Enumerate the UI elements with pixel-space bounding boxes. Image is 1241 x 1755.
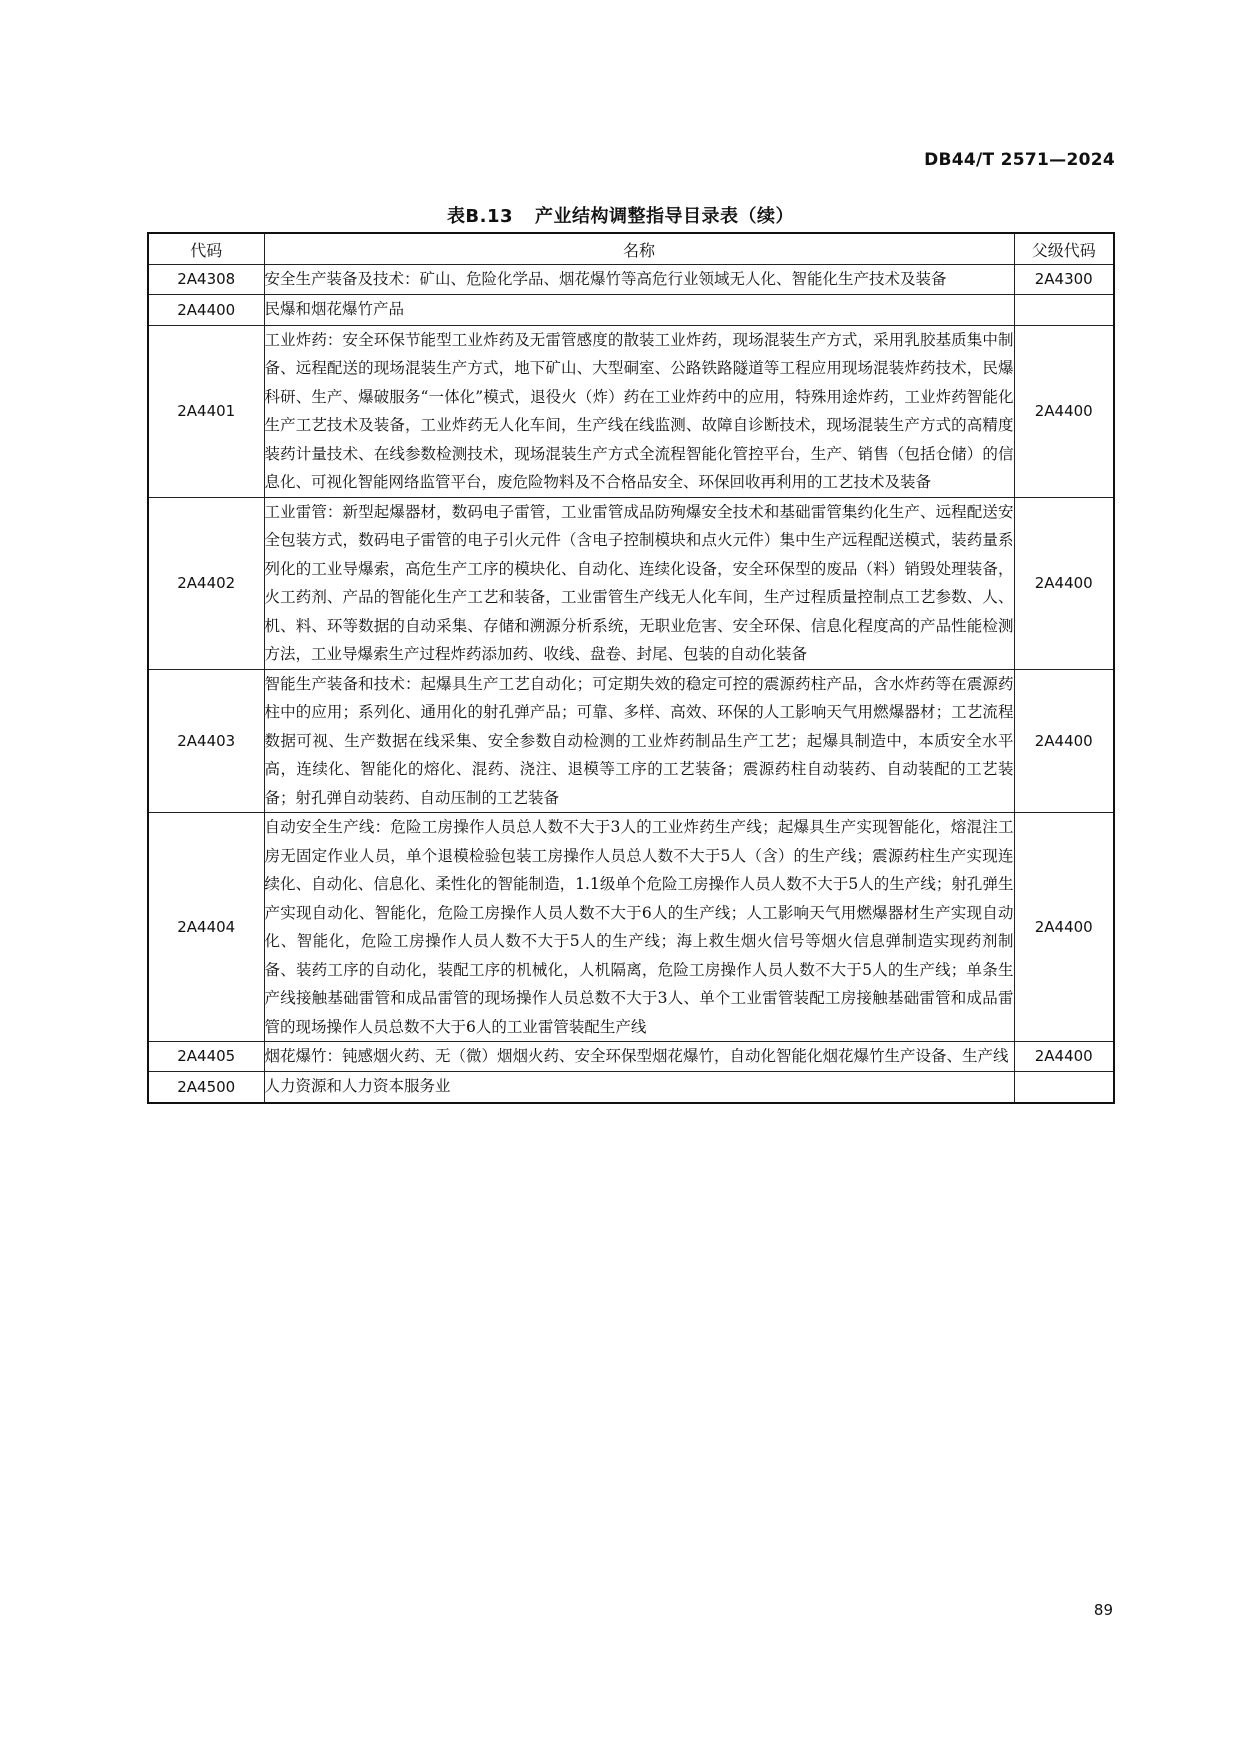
row-name: 民爆和烟花爆竹产品 [264, 294, 1014, 325]
row-name: 人力资源和人力资本服务业 [264, 1071, 1014, 1103]
row-name: 工业雷管：新型起爆器材，数码电子雷管，工业雷管成品防殉爆安全技术和基础雷管集约化生产、远程配送安全包装方式，数码电子雷管的电子引火元件（含电子控制模块和点火元件）集中生产远程配送模式，装药量系列化的工业导爆索，高危生产工序的模块化、自动化、连续化设备，安全环保型的废品（料）销毁处理装备，火工药剂、产品的智能化生产工艺和装备，工业雷管生产线无人化车间，生产过程质量控制点工艺参数、人、机、料、环等数据的自动采集、存储和溯源分析系统，无职业危害、安全环保、信息化程度高的产品性能检测方法，工业导爆索生产过程炸药添加药、收线、盘卷、封尾、包装的自动化装备 [264, 497, 1014, 669]
table-row [148, 325, 1114, 497]
table-header-row [148, 233, 1114, 265]
row-code: 2A4405 [148, 1042, 264, 1072]
column-header-name: 名称 [264, 233, 1014, 265]
row-code: 2A4308 [148, 265, 264, 295]
table-row [148, 669, 1114, 813]
row-code: 2A4400 [148, 294, 264, 325]
table-row [148, 265, 1114, 295]
row-code: 2A4500 [148, 1071, 264, 1103]
table-row [148, 1042, 1114, 1072]
table-title-number: 表B.13 [446, 206, 514, 227]
table-row [148, 497, 1114, 669]
row-code: 2A4402 [148, 497, 264, 669]
row-code: 2A4401 [148, 325, 264, 497]
page-number: 89 [1093, 1601, 1113, 1619]
table-row [148, 1071, 1114, 1103]
row-parent-code: 2A4400 [1014, 813, 1114, 1042]
column-header-parent: 父级代码 [1014, 233, 1114, 265]
row-parent-code: 2A4300 [1014, 265, 1114, 295]
row-parent-code [1014, 1071, 1114, 1103]
row-parent-code: 2A4400 [1014, 497, 1114, 669]
row-parent-code: 2A4400 [1014, 1042, 1114, 1072]
row-code: 2A4404 [148, 813, 264, 1042]
row-code: 2A4403 [148, 669, 264, 813]
table-title [0, 202, 1241, 228]
row-name: 自动安全生产线：危险工房操作人员总人数不大于3人的工业炸药生产线；起爆具生产实现智能化，熔混注工房无固定作业人员，单个退模检验包装工房操作人员总人数不大于5人（含）的生产线；震源药柱生产实现连续化、自动化、信息化、柔性化的智能制造，1.1级单个危险工房操作人员人数不大于5人的生产线；射孔弹生产实现自动化、智能化，危险工房操作人员人数不大于6人的生产线；人工影响天气用燃爆器材生产实现自动化、智能化，危险工房操作人员人数不大于5人的生产线；海上救生烟火信号等烟火信息弹制造实现药剂制备、装药工序的自动化，装配工序的机械化，人机隔离，危险工房操作人员人数不大于5人的生产线；单条生产线接触基础雷管和成品雷管的现场操作人员总数不大于3人、单个工业雷管装配工房接触基础雷管和成品雷管的现场操作人员总数不大于6人的工业雷管装配生产线 [264, 813, 1014, 1042]
industry-catalog-table [147, 232, 1115, 1104]
row-parent-code: 2A4400 [1014, 325, 1114, 497]
column-header-code: 代码 [148, 233, 264, 265]
row-parent-code: 2A4400 [1014, 669, 1114, 813]
row-name: 工业炸药：安全环保节能型工业炸药及无雷管感度的散装工业炸药，现场混装生产方式，采用乳胶基质集中制备、远程配送的现场混装生产方式，地下矿山、大型硐室、公路铁路隧道等工程应用现场混装炸药技术，民爆科研、生产、爆破服务“一体化”模式，退役火（炸）药在工业炸药中的应用，特殊用途炸药，工业炸药智能化生产工艺技术及装备，工业炸药无人化车间，生产线在线监测、故障自诊断技术，现场混装生产方式的高精度装药计量技术、在线参数检测技术，现场混装生产方式全流程智能化管控平台，生产、销售（包括仓储）的信息化、可视化智能网络监管平台，废危险物料及不合格品安全、环保回收再利用的工艺技术及装备 [264, 325, 1014, 497]
row-name: 智能生产装备和技术：起爆具生产工艺自动化；可定期失效的稳定可控的震源药柱产品，含水炸药等在震源药柱中的应用；系列化、通用化的射孔弹产品；可靠、多样、高效、环保的人工影响天气用燃爆器材；工艺流程数据可视、生产数据在线采集、安全参数自动检测的工业炸药制品生产工艺；起爆具制造中，本质安全水平高，连续化、智能化的熔化、混药、浇注、退模等工序的工艺装备；震源药柱自动装药、自动装配的工艺装备；射孔弹自动装药、自动压制的工艺装备 [264, 669, 1014, 813]
row-name: 烟花爆竹：钝感烟火药、无（微）烟烟火药、安全环保型烟花爆竹，自动化智能化烟花爆竹生产设备、生产线 [264, 1042, 1014, 1072]
table-row [148, 813, 1114, 1042]
table-title-text: 产业结构调整指导目录表（续） [535, 206, 795, 227]
row-name: 安全生产装备及技术：矿山、危险化学品、烟花爆竹等高危行业领域无人化、智能化生产技术及装备 [264, 265, 1014, 295]
standard-code: DB44/T 2571—2024 [924, 150, 1115, 170]
row-parent-code [1014, 294, 1114, 325]
table-row [148, 294, 1114, 325]
